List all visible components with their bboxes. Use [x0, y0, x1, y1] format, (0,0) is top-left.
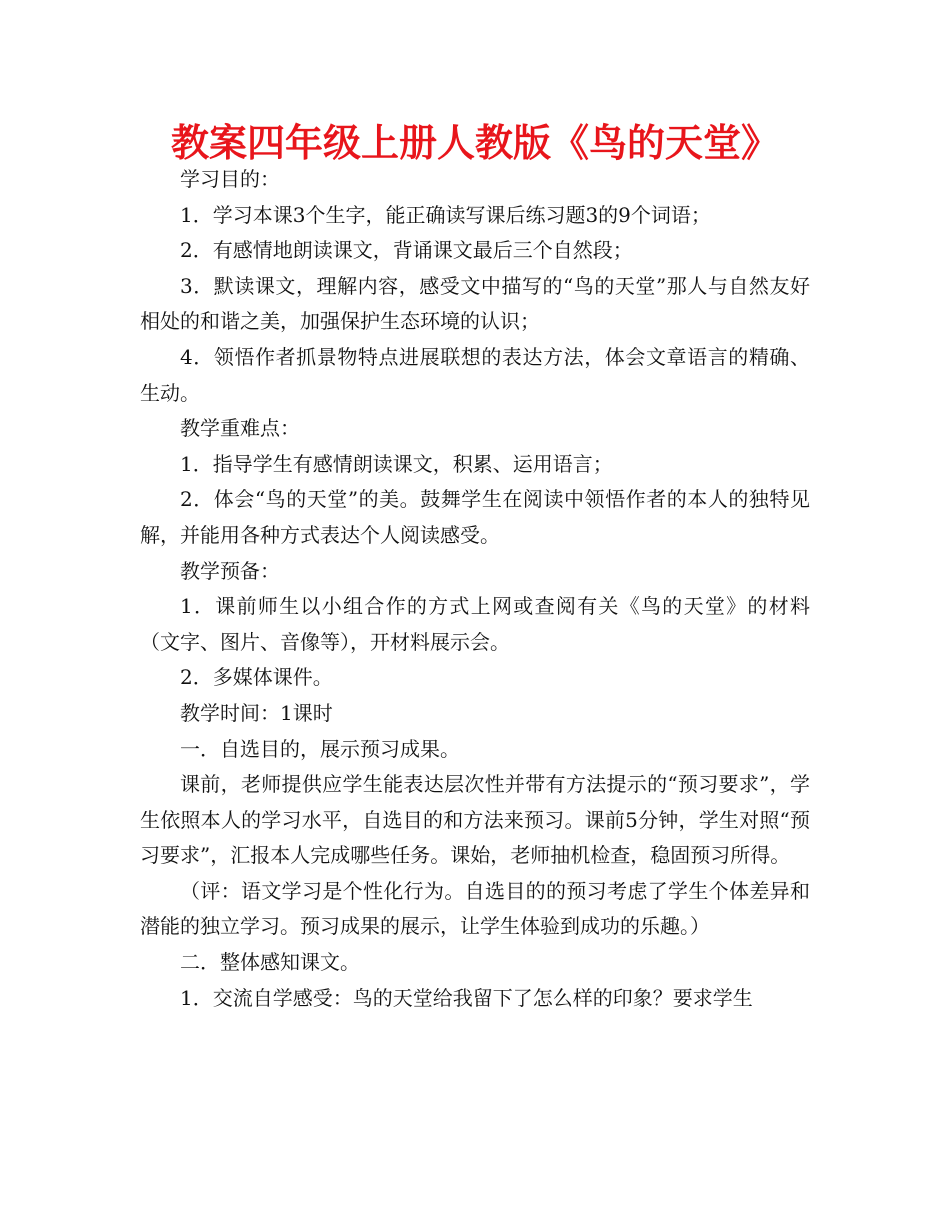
paragraph: 学习目的： [180, 167, 280, 191]
paragraph: 一．自选目的，展示预习成果。 [180, 736, 460, 761]
paragraph: 教学时间：1课时 [180, 700, 333, 725]
paragraph: 4．领悟作者抓景物特点进展联想的表达方法，体会文章语言的精确、生动。 [140, 344, 810, 405]
paragraph: 二．整体感知课文。 [180, 950, 360, 975]
paragraph: 1．交流自学感受：鸟的天堂给我留下了怎么样的印象？要求学生 [180, 985, 753, 1010]
document-title: 教案四年级上册人教版《鸟的天堂》 [170, 121, 779, 165]
paragraph: 教学重难点： [180, 416, 300, 441]
paragraph: 2．有感情地朗读课文，背诵课文最后三个自然段； [180, 238, 633, 263]
paragraph: 3．默读课文，理解内容，感受文中描写的“鸟的天堂”那人与自然友好相处的和谐之美，加强保护生态环境的认识； [140, 273, 810, 334]
paragraph: 1．学习本课3个生字，能正确读写课后练习题3的9个词语； [180, 202, 711, 227]
paragraph: 1．课前师生以小组合作的方式上网或查阅有关《鸟的天堂》的材料（文字、图片、音像等），开材料展示会。 [140, 594, 810, 654]
paragraph: 2．多媒体课件。 [180, 665, 333, 690]
paragraph: 教学预备： [180, 558, 280, 583]
paragraph: 课前，老师提供应学生能表达层次性并带有方法提示的“预习要求”，学生依照本人的学习水平，自选目的和方法来预习。课前5分钟，学生对照“预习要求”，汇报本人完成哪些任务。课始，老师抽机检查，稳固预习所得。 [140, 772, 810, 868]
paragraph: （评：语文学习是个性化行为。自选目的的预习考虑了学生个体差异和潜能的独立学习。预习成果的展示，让学生体验到成功的乐趣。） [140, 878, 810, 939]
paragraph: 2．体会“鸟的天堂”的美。鼓舞学生在阅读中领悟作者的本人的独特见解，并能用各种方式表达个人阅读感受。 [140, 487, 810, 547]
paragraph: 1．指导学生有感情朗读课文，积累、运用语言； [180, 451, 613, 476]
document-body [140, 162, 810, 1016]
